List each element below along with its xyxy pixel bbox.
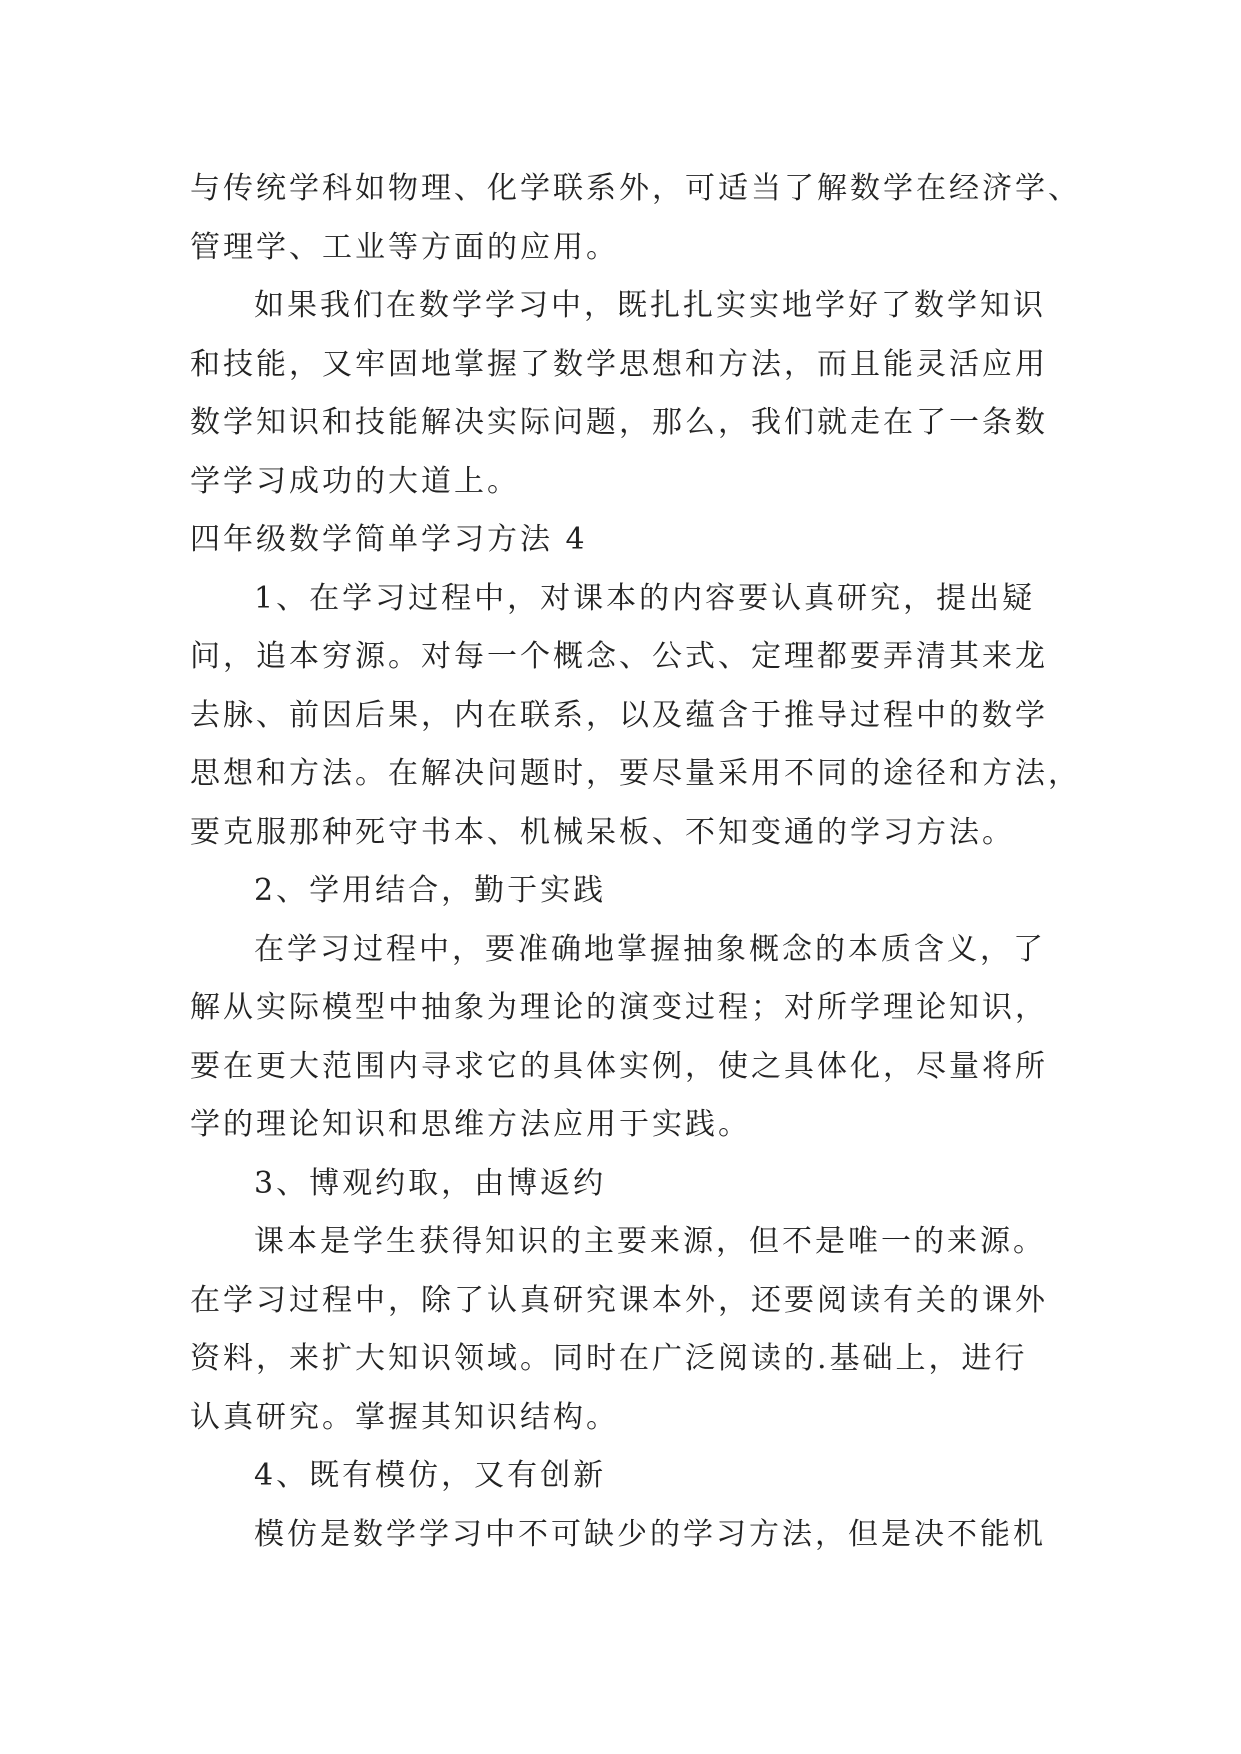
text-line: 解从实际模型中抽象为理论的演变过程；对所学理论知识， — [190, 990, 1048, 1025]
list-item-heading: 3、博观约取，由博返约 — [254, 1165, 607, 1201]
text-line: 在学习过程中，除了认真研究课本外，还要阅读有关的课外 — [190, 1282, 1048, 1318]
list-item-heading: 2、学用结合，勤于实践 — [254, 873, 607, 908]
text-line: 问，追本穷源。对每一个概念、公式、定理都要弄清其来龙 — [190, 639, 1048, 674]
document-body — [190, 160, 1081, 1564]
paragraph-start-line: 如果我们在数学学习中，既扎扎实实地学好了数学知识 — [254, 288, 1046, 323]
text-line: 认真研究。掌握其知识结构。 — [190, 1399, 619, 1435]
list-item-heading: 4、既有模仿，又有创新 — [254, 1458, 607, 1493]
text-line: 数学知识和技能解决实际问题，那么，我们就走在了一条数 — [190, 405, 1048, 440]
paragraph-start-line: 模仿是数学学习中不可缺少的学习方法，但是决不能机 — [254, 1516, 1046, 1552]
text-line: 去脉、前因后果，内在联系，以及蕴含于推导过程中的数学 — [190, 697, 1048, 733]
text-line: 思想和方法。在解决问题时，要尽量采用不同的途径和方法， — [190, 756, 1081, 791]
text-line: 管理学、工业等方面的应用。 — [190, 229, 619, 265]
text-line: 学学习成功的大道上。 — [190, 463, 520, 499]
text-line: 要在更大范围内寻求它的具体实例，使之具体化，尽量将所 — [190, 1048, 1048, 1084]
text-line: 与传统学科如物理、化学联系外，可适当了解数学在经济学、 — [190, 171, 1081, 206]
text-line: 学的理论知识和思维方法应用于实践。 — [190, 1107, 751, 1142]
paragraph-start-line: 课本是学生获得知识的主要来源，但不是唯一的来源。 — [254, 1224, 1046, 1259]
section-heading: 四年级数学简单学习方法 4 — [190, 522, 588, 557]
text-line: 资料，来扩大知识领域。同时在广泛阅读的.基础上，进行 — [190, 1341, 1028, 1376]
text-line: 要克服那种死守书本、机械呆板、不知变通的学习方法。 — [190, 814, 1015, 850]
text-line: 和技能，又牢固地掌握了数学思想和方法，而且能灵活应用 — [190, 346, 1048, 382]
paragraph-start-line: 1、在学习过程中，对课本的内容要认真研究，提出疑 — [254, 580, 1036, 616]
paragraph-start-line: 在学习过程中，要准确地掌握抽象概念的本质含义，了 — [254, 931, 1046, 967]
